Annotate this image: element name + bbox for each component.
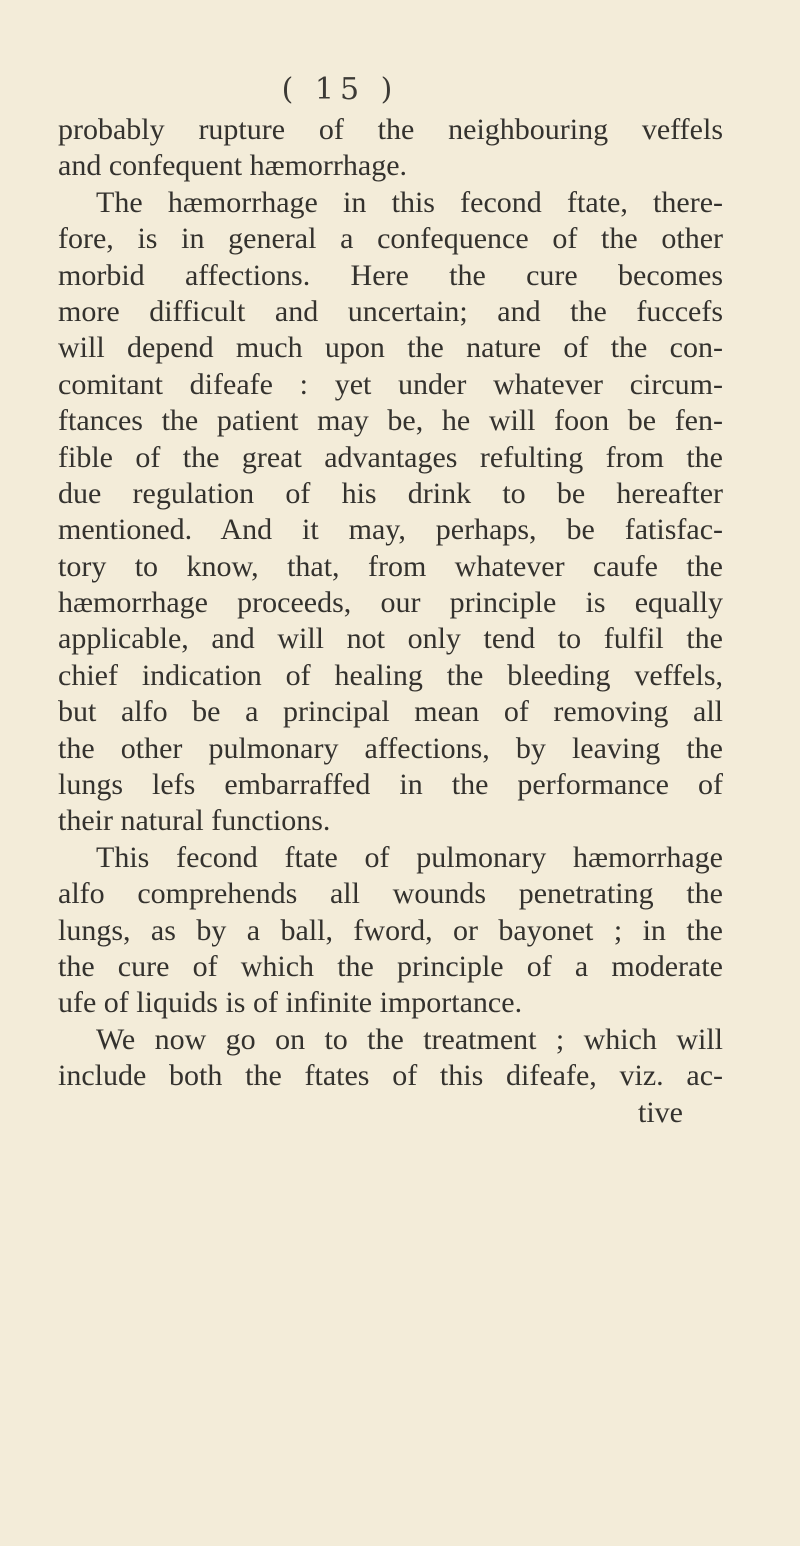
- text-line: lungs lefs embarraffed in the performance of: [58, 768, 723, 802]
- text-line: comitant difeafe : yet under whatever circum-: [58, 367, 723, 401]
- text-line: their natural functions.: [58, 804, 331, 838]
- text-line: but alfo be a principal mean of removing all: [58, 695, 723, 729]
- text-line: morbid affections. Here the cure becomes: [58, 258, 723, 292]
- text-line: ufe of liquids is of infinite importance.: [58, 986, 523, 1020]
- text-line: fore, is in general a confequence of the other: [58, 222, 723, 256]
- text-line: ftances the patient may be, he will foon be fen-: [58, 404, 723, 438]
- text-line: The hæmorrhage in this fecond ftate, there-: [96, 185, 723, 219]
- text-line: lungs, as by a ball, fword, or bayonet ; in the: [58, 913, 723, 947]
- catchword: tive: [638, 1095, 683, 1129]
- text-line: hæmorrhage proceeds, our principle is equally: [58, 586, 723, 620]
- text-line: and confequent hæmorrhage.: [58, 149, 408, 183]
- text-line: mentioned. And it may, perhaps, be fatisfac-: [58, 513, 723, 547]
- text-line: due regulation of his drink to be hereafter: [58, 476, 723, 510]
- text-line: will depend much upon the nature of the con-: [58, 331, 723, 365]
- text-line: applicable, and will not only tend to fulfil the: [58, 622, 723, 656]
- page-number: ( 15 ): [281, 72, 399, 107]
- text-line: the cure of which the principle of a moderate: [58, 949, 723, 983]
- body-text: [58, 112, 723, 1131]
- text-line: chief indication of healing the bleeding veffels,: [58, 658, 723, 692]
- text-line: probably rupture of the neighbouring veffels: [58, 113, 723, 146]
- text-line: include both the ftates of this difeafe, viz. ac-: [58, 1059, 723, 1093]
- text-line: more difficult and uncertain; and the fuccefs: [58, 294, 723, 328]
- text-line: fible of the great advantages refulting from the: [58, 440, 723, 474]
- text-line: This fecond ftate of pulmonary hæmorrhage: [96, 840, 723, 874]
- text-line: tory to know, that, from whatever caufe the: [58, 549, 723, 583]
- text-line: alfo comprehends all wounds penetrating the: [58, 877, 723, 911]
- text-line: the other pulmonary affections, by leaving the: [58, 731, 723, 765]
- text-line: We now go on to the treatment ; which will: [96, 1022, 723, 1056]
